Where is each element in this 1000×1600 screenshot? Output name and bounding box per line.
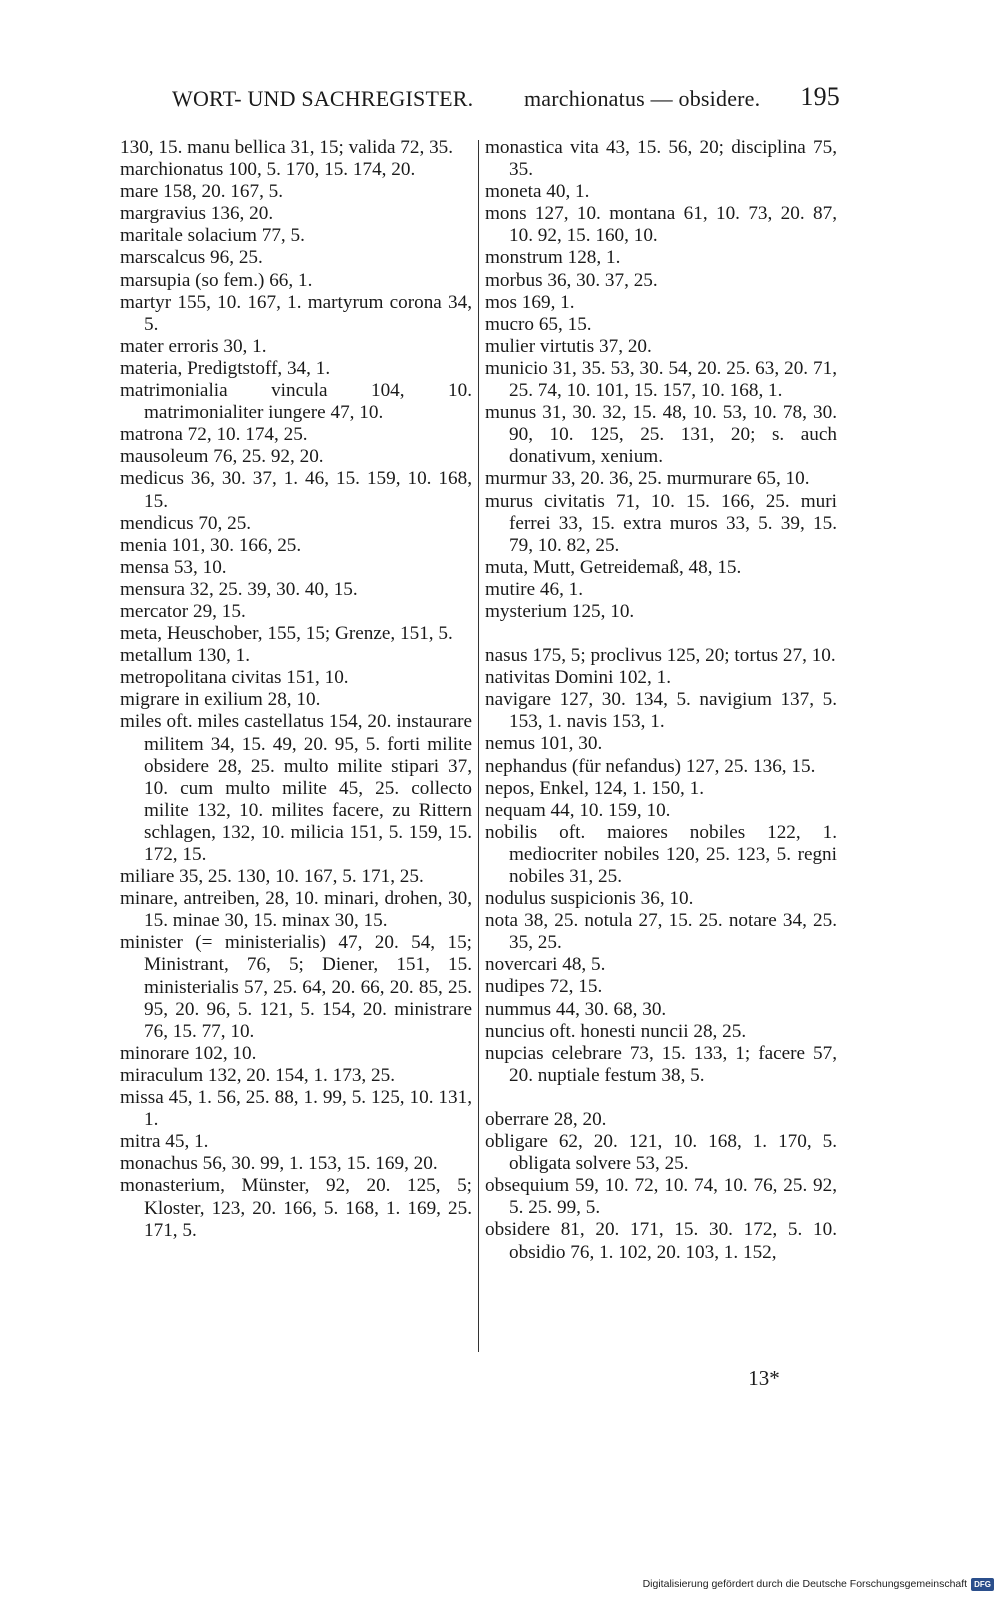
index-entry: mare 158, 20. 167, 5. [120,181,284,203]
index-entry: martyr 155, 10. 167, 1. martyrum corona 34, 5. [120,291,472,335]
index-entry: nepos, Enkel, 124, 1. 150, 1. [485,777,705,799]
index-entry: marscalcus 96, 25. [120,247,263,269]
index-entry: nobilis oft. maiores nobiles 122, 1. mediocriter nobiles 120, 25. 123, 5. regni nobiles 31, 25. [485,821,837,887]
index-entry: nummus 44, 30. 68, 30. [485,998,667,1020]
digitization-footer [643,1575,994,1593]
index-entry: miles oft. miles castellatus 154, 20. instaurare militem 34, 15. 49, 20. 95, 5. forti milite obsidere 28, 25. multo milite stipari 37, 10. cum multo milite 45, 25. collecto milite 132, 10. milites facere, zu Rittern schlagen, 132, 10. milicia 151, 5. 159, 15. 172, 15. [120,711,472,865]
index-entry: mitra 45, 1. [120,1131,209,1153]
index-entry: margravius 136, 20. [120,203,274,225]
index-entry: metallum 130, 1. [120,645,251,667]
index-entry: medicus 36, 30. 37, 1. 46, 15. 159, 10. 168, 15. [120,468,472,512]
index-entry: marchionatus 100, 5. 170, 15. 174, 20. [120,159,416,181]
index-entry: moneta 40, 1. [485,181,590,203]
running-header [172,82,840,116]
index-entry: migrare in exilium 28, 10. [120,689,321,711]
index-entry: maritale solacium 77, 5. [120,225,305,247]
index-entry: novercari 48, 5. [485,954,606,976]
index-entry: nuncius oft. honesti nuncii 28, 25. [485,1020,747,1042]
index-entry: nodulus suspicionis 36, 10. [485,888,694,910]
index-entry: munus 31, 30. 32, 15. 48, 10. 53, 10. 78, 30. 90, 10. 125, 25. 131, 20; s. auch donativum, xenium. [485,402,837,468]
index-entry: minister (= ministerialis) 47, 20. 54, 15; Ministrant, 76, 5; Diener, 151, 15. ministerialis 57, 25. 64, 20. 66, 20. 85, 25. 95, 20. 96, 5. 121, 5. 154, 20. ministrare 76, 15. 77, 10. [120,932,472,1042]
index-entry: murus civitatis 71, 10. 15. 166, 25. muri ferrei 33, 15. extra muros 33, 5. 39, 15. 79, 10. 82, 25. [485,490,837,556]
index-entry: mensa 53, 10. [120,556,227,578]
index-entry: mausoleum 76, 25. 92, 20. [120,446,324,468]
index-entry: metropolitana civitas 151, 10. [120,667,349,689]
page-number: 195 [800,82,840,111]
index-entry: nephandus (für nefandus) 127, 25. 136, 15. [485,755,816,777]
index-entry: marsupia (so fem.) 66, 1. [120,269,313,291]
index-entry: miraculum 132, 20. 154, 1. 173, 25. [120,1064,395,1086]
footer-credit: Digitalisierung gefördert durch die Deutsche Forschungsgemeinschaft [642,1578,968,1590]
index-entry: nemus 101, 30. [485,733,603,755]
index-entry: nota 38, 25. notula 27, 15. 25. notare 34, 25. 35, 25. [485,910,837,954]
index-entry: mercator 29, 15. [120,600,246,622]
index-entry: obsidere 81, 20. 171, 15. 30. 172, 5. 10. obsidio 76, 1. 102, 20. 103, 1. 152, [485,1219,837,1263]
index-entry: mater erroris 30, 1. [120,335,267,357]
section-gap [485,1087,837,1109]
index-entry: minare, antreiben, 28, 10. minari, drohen, 30, 15. minae 30, 15. minax 30, 15. [120,888,472,932]
index-entry: obsequium 59, 10. 72, 10. 74, 10. 76, 25. 92, 5. 25. 99, 5. [485,1175,837,1219]
index-entry: obligare 62, 20. 121, 10. 168, 1. 170, 5. obligata solvere 53, 25. [485,1131,837,1175]
index-entry: mysterium 125, 10. [485,600,635,622]
index-entry: monachus 56, 30. 99, 1. 153, 15. 169, 20. [120,1153,438,1175]
index-entry: nativitas Domini 102, 1. [485,667,672,689]
index-entry: matrona 72, 10. 174, 25. [120,424,308,446]
index-entry: nequam 44, 10. 159, 10. [485,799,671,821]
signature-mark: 13* [748,1366,780,1390]
index-entry: nudipes 72, 15. [485,976,603,998]
index-entry: mutire 46, 1. [485,578,584,600]
index-entry: nasus 175, 5; proclivus 125, 20; tortus 27, 10. [485,645,836,667]
index-entry: mucro 65, 15. [485,313,592,335]
index-entry: mos 169, 1. [485,291,575,313]
index-entry: navigare 127, 30. 134, 5. navigium 137, 5. 153, 1. navis 153, 1. [485,689,837,733]
index-entry: nupcias celebrare 73, 15. 133, 1; facere 57, 20. nuptiale festum 38, 5. [485,1042,837,1086]
index-entry: monasterium, Münster, 92, 20. 125, 5; Kloster, 123, 20. 166, 5. 168, 1. 169, 25. 171, 5. [120,1175,472,1241]
index-entry: menia 101, 30. 166, 25. [120,534,302,556]
index-entry: miliare 35, 25. 130, 10. 167, 5. 171, 25. [120,866,424,888]
index-entry: mendicus 70, 25. [120,512,252,534]
entry-range: marchionatus — obsidere. [524,86,761,111]
index-entry: murmur 33, 20. 36, 25. murmurare 65, 10. [485,468,810,490]
index-entry: minorare 102, 10. [120,1042,257,1064]
index-entry: mons 127, 10. montana 61, 10. 73, 20. 87, 10. 92, 15. 160, 10. [485,203,837,247]
index-entry: monstrum 128, 1. [485,247,621,269]
column-divider [478,140,479,1352]
index-entry: oberrare 28, 20. [485,1108,607,1130]
index-entry: mensura 32, 25. 39, 30. 40, 15. [120,578,358,600]
index-column-right [485,137,837,1264]
index-entry: 130, 15. manu bellica 31, 15; valida 72, 35. [120,137,454,158]
index-entry: matrimonialia vincula 104, 10. matrimonialiter iungere 47, 10. [120,380,472,424]
index-entry: morbus 36, 30. 37, 25. [485,269,658,291]
index-entry: mulier virtutis 37, 20. [485,335,652,357]
index-entry: municio 31, 35. 53, 30. 54, 20. 25. 63, 20. 71, 25. 74, 10. 101, 15. 157, 10. 168, 1. [485,357,837,402]
index-entry: muta, Mutt, Getreidemaß, 48, 15. [485,556,742,578]
index-entry: monastica vita 43, 15. 56, 20; disciplina 75, 35. [485,137,837,181]
dfg-logo-icon: DFG [971,1578,994,1591]
register-title: WORT- UND SACHREGISTER. [172,86,474,111]
index-entry: missa 45, 1. 56, 25. 88, 1. 99, 5. 125, 10. 131, 1. [120,1087,472,1131]
section-gap [485,623,837,645]
index-column-left [120,137,472,1242]
index-entry: materia, Predigtstoff, 34, 1. [120,357,331,379]
index-entry: meta, Heuschober, 155, 15; Grenze, 151, 5. [120,623,453,645]
